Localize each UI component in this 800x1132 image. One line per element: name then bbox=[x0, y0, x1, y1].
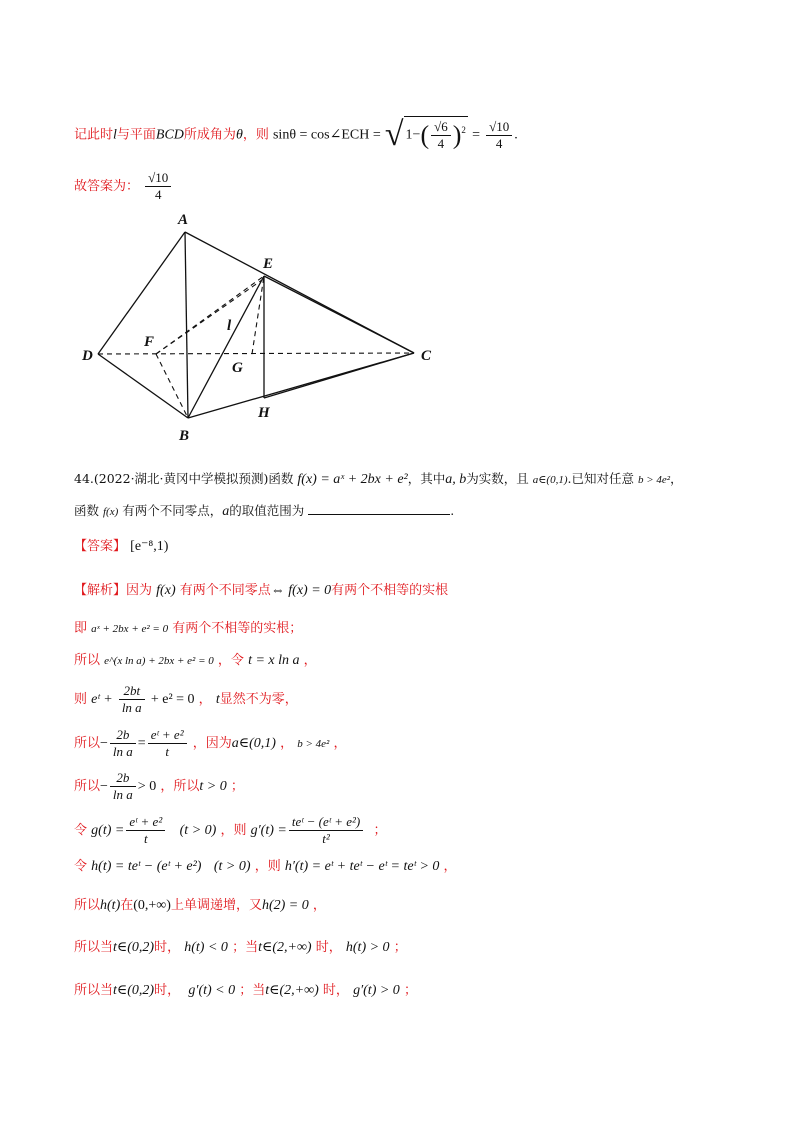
answer-blank bbox=[308, 502, 450, 515]
geometry-figure bbox=[80, 210, 450, 445]
a5-den1: ln a bbox=[112, 744, 133, 759]
answer1-label: 故答案为： bbox=[74, 179, 140, 194]
a7-frac2 bbox=[289, 814, 363, 847]
label-C: C bbox=[421, 348, 432, 364]
a9-h: h(t) bbox=[100, 898, 121, 913]
a1-text2: 有两个不同零点 bbox=[179, 583, 271, 598]
a10-int2: t∈(2,+∞) bbox=[258, 940, 312, 955]
a5-comma2: ， bbox=[333, 736, 347, 751]
a4-et: eᵗ + bbox=[91, 692, 113, 707]
a3-sub: t = x ln a bbox=[248, 653, 300, 668]
sqrt6-over-4 bbox=[431, 119, 451, 152]
sin-cos-formula: sinθ = cos∠ECH = bbox=[272, 127, 381, 143]
a5-cond: a∈(0,1) bbox=[231, 736, 276, 751]
a2-eq: aˣ + 2bx + e² = 0 bbox=[91, 623, 169, 635]
a4-text2: 显然不为零， bbox=[219, 692, 298, 707]
a11-text4: 时， bbox=[322, 983, 349, 998]
text-d: ，则 bbox=[242, 127, 269, 143]
q-cond: a∈(0,1) bbox=[532, 474, 568, 486]
text-a: 记此时 bbox=[74, 127, 114, 143]
edge-EC bbox=[264, 276, 414, 353]
q2-text1: 函数 bbox=[74, 503, 100, 518]
a6-semi: ； bbox=[230, 779, 244, 794]
a10-int1: t∈(0,2) bbox=[113, 940, 155, 955]
period: . bbox=[514, 127, 518, 143]
analysis-line-9 bbox=[74, 897, 326, 915]
question-44-line-2 bbox=[74, 502, 454, 521]
a1-f: f(x) bbox=[156, 583, 176, 598]
q-text2: ，其中 bbox=[407, 471, 446, 486]
result-fraction bbox=[486, 119, 512, 152]
a6-text1: 所以 bbox=[74, 779, 101, 794]
a7-num2: teᵗ − (eᵗ + e²) bbox=[289, 814, 363, 831]
a7-den: t bbox=[143, 831, 148, 846]
a5-equals: = bbox=[137, 736, 146, 751]
a4-comma: ， bbox=[198, 692, 212, 707]
label-A: A bbox=[178, 212, 189, 228]
a6-t: t > 0 bbox=[199, 779, 227, 794]
a9-comma: ， bbox=[312, 898, 326, 913]
frac2-num: √10 bbox=[486, 119, 512, 136]
a1-equiv: ⇔ f(x) = 0 bbox=[270, 583, 332, 598]
dashed-FE2 bbox=[156, 280, 262, 354]
a11-text3: ；当 bbox=[239, 983, 266, 998]
theta-symbol: θ bbox=[235, 127, 243, 143]
a7-semi: ； bbox=[373, 823, 387, 838]
answer1-num: √10 bbox=[145, 170, 171, 187]
label-B: B bbox=[179, 428, 190, 444]
a3-eq: e^(x ln a) + 2bx + e² = 0 bbox=[104, 655, 214, 667]
a10-semi: ； bbox=[393, 940, 407, 955]
analysis-line-4 bbox=[74, 683, 298, 716]
a10-text3: ；当 bbox=[232, 940, 259, 955]
a6-gt: > 0 bbox=[137, 779, 157, 794]
edge-DB bbox=[98, 354, 188, 418]
a5-comma: ， bbox=[280, 736, 294, 751]
big-sqrt: √ 1−( $\frac{√6}{4}$ )$^2$ bbox=[384, 116, 466, 153]
label-G: G bbox=[232, 360, 243, 376]
a11-g-neg: g′(t) < 0 bbox=[188, 983, 236, 998]
answer-line-1 bbox=[74, 170, 173, 203]
a3-text2: ，令 bbox=[217, 653, 244, 668]
a3-comma: ， bbox=[303, 653, 317, 668]
a2-text2: 有两个不相等的实根； bbox=[172, 621, 303, 636]
edge-AD bbox=[98, 232, 185, 354]
a4-text1: 则 bbox=[74, 692, 88, 707]
a10-text4: 时， bbox=[315, 940, 342, 955]
a9-h2: h(2) = 0 bbox=[261, 898, 309, 913]
a4-eq: + e² = 0 bbox=[150, 692, 195, 707]
a5-num1: 2b bbox=[110, 727, 136, 744]
a8-text2: ，则 bbox=[254, 859, 281, 874]
question-44-line-1 bbox=[74, 470, 683, 489]
q-function: f(x) = aˣ + 2bx + e² bbox=[297, 472, 408, 487]
a11-text2: 时， bbox=[154, 983, 181, 998]
a9-interval: (0,+∞) bbox=[133, 898, 171, 913]
a9-text2: 在 bbox=[120, 898, 134, 913]
a7-den2: t² bbox=[322, 831, 330, 846]
a10-h-pos: h(t) > 0 bbox=[345, 940, 390, 955]
analysis-line-6 bbox=[74, 770, 244, 803]
a11-text1: 所以当 bbox=[74, 983, 114, 998]
q2-period: . bbox=[450, 503, 455, 518]
l-symbol: l bbox=[113, 127, 117, 143]
q2-text2: 有两个不同零点， bbox=[122, 503, 223, 518]
a9-text1: 所以 bbox=[74, 898, 101, 913]
a7-gprime: g′(t) = bbox=[250, 823, 287, 838]
a8-comma: ， bbox=[443, 859, 457, 874]
a4-t: t bbox=[215, 692, 220, 707]
a10-text2: 时， bbox=[154, 940, 181, 955]
a6-den: ln a bbox=[112, 787, 133, 802]
analysis-line-5 bbox=[74, 727, 347, 760]
a7-cond: (t > 0) bbox=[179, 823, 217, 838]
a5-text1: 所以 bbox=[74, 736, 101, 751]
q-text1: 函数 bbox=[268, 471, 294, 486]
a11-int1: t∈(0,2) bbox=[113, 983, 155, 998]
a7-text1: 令 bbox=[74, 823, 88, 838]
analysis-line-2 bbox=[74, 620, 302, 638]
a5-cond2: b > 4e² bbox=[297, 738, 330, 750]
label-D: D bbox=[82, 348, 93, 364]
a5-minus: − bbox=[100, 736, 108, 751]
a6-text2: ，所以 bbox=[160, 779, 200, 794]
a5-frac1 bbox=[110, 727, 136, 760]
a4-num: 2bt bbox=[119, 683, 145, 700]
a3-text1: 所以 bbox=[74, 653, 101, 668]
label-H: H bbox=[258, 405, 270, 421]
a5-num2: eᵗ + e² bbox=[148, 727, 187, 744]
answer1-den: 4 bbox=[154, 187, 162, 202]
frac-num: √6 bbox=[431, 119, 451, 136]
q-cond2: b > 4e² bbox=[637, 474, 671, 486]
label-E: E bbox=[263, 256, 274, 272]
analysis-line-7 bbox=[74, 814, 387, 847]
a10-text1: 所以当 bbox=[74, 940, 114, 955]
a1-text1: 因为 bbox=[126, 583, 153, 598]
answer-value: [e⁻⁸,1) bbox=[130, 539, 169, 554]
q-text5: ， bbox=[670, 471, 683, 486]
a6-num: 2b bbox=[110, 770, 136, 787]
a7-text2: ，则 bbox=[220, 823, 247, 838]
answer-line bbox=[74, 538, 168, 556]
a5-text2: ，因为 bbox=[192, 736, 232, 751]
a4-frac bbox=[119, 683, 145, 716]
analysis-line-10 bbox=[74, 939, 407, 957]
a6-minus: − bbox=[100, 779, 108, 794]
analysis-line-1 bbox=[74, 582, 448, 600]
a8-h: h(t) = teᵗ − (eᵗ + e²) bbox=[91, 859, 202, 874]
a6-frac bbox=[110, 770, 136, 803]
label-l: l bbox=[227, 318, 232, 334]
q-number: 44. bbox=[74, 471, 94, 486]
q2-f: f(x) bbox=[103, 506, 119, 518]
analysis-line-3 bbox=[74, 652, 317, 670]
q-text4: .已知对任意 bbox=[567, 471, 634, 486]
one: 1 bbox=[405, 127, 413, 143]
a11-semi: ； bbox=[403, 983, 417, 998]
a7-g: g(t) = bbox=[91, 823, 125, 838]
frac2-den: 4 bbox=[495, 135, 503, 151]
label-F: F bbox=[144, 334, 155, 350]
dashed-FB bbox=[156, 354, 188, 418]
a4-den: ln a bbox=[121, 700, 142, 715]
q2-a: a bbox=[222, 504, 230, 519]
a7-num: eᵗ + e² bbox=[126, 814, 165, 831]
q-ab: a, b bbox=[445, 472, 467, 487]
answer1-fraction bbox=[145, 170, 171, 203]
a8-text1: 令 bbox=[74, 859, 88, 874]
a11-g-pos: g′(t) > 0 bbox=[353, 983, 400, 998]
dashed-DC bbox=[98, 353, 414, 354]
a8-hprime: h′(t) = eᵗ + teᵗ − eᵗ = teᵗ > 0 bbox=[284, 859, 440, 874]
analysis-line-8 bbox=[74, 858, 457, 876]
q-text3: 为实数，且 bbox=[466, 471, 529, 486]
a5-den2: t bbox=[165, 744, 169, 759]
a1-text3: 有两个不相等的实根 bbox=[331, 583, 449, 598]
edge-HC bbox=[264, 353, 414, 398]
a10-h-neg: h(t) < 0 bbox=[184, 940, 228, 955]
text-c: 所成角为 bbox=[183, 127, 236, 143]
q-source: (2022·湖北·黄冈中学模拟预测) bbox=[93, 471, 269, 486]
edge-BE bbox=[188, 276, 264, 418]
angle-statement: 记此时l与平面BCD所成角为θ，则 sinθ = cos∠ECH = √ 1−( $\frac{√6}{4}$ )$^2$ = $\frac{√10}{4}$ . bbox=[74, 116, 518, 153]
frac-den: 4 bbox=[437, 136, 445, 151]
analysis-line-11 bbox=[74, 982, 417, 1000]
a8-cond: (t > 0) bbox=[213, 859, 251, 874]
answer-label: 【答案】 bbox=[74, 539, 127, 554]
a9-text3: 上单调递增，又 bbox=[170, 898, 262, 913]
analysis-label: 【解析】 bbox=[74, 583, 127, 598]
a2-text1: 即 bbox=[74, 621, 88, 636]
q2-text3: 的取值范围为 bbox=[229, 503, 305, 518]
edge-AB bbox=[185, 232, 188, 418]
a11-int2: t∈(2,+∞) bbox=[265, 983, 319, 998]
text-b: 与平面 bbox=[116, 127, 156, 143]
plane-name: BCD bbox=[155, 127, 184, 143]
a5-frac2 bbox=[148, 727, 187, 760]
a7-frac bbox=[126, 814, 165, 847]
